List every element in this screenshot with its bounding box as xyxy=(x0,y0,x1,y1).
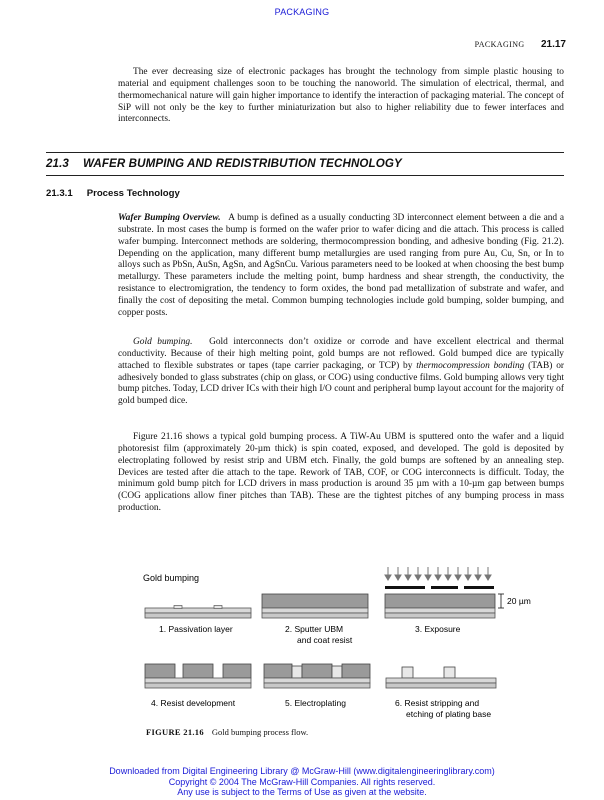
runin-heading: Wafer Bumping Overview. xyxy=(118,213,221,223)
gold-bumping-figure xyxy=(138,562,538,732)
passivation-layer xyxy=(145,678,251,683)
top-banner: PACKAGING xyxy=(274,7,330,17)
panel-passivation-layer xyxy=(145,606,251,619)
resist-block xyxy=(342,664,370,678)
gold-bump xyxy=(332,666,342,678)
paragraph-figure-description: Figure 21.16 shows a typical gold bumping process. A TiW-Au UBM is sputtered onto the wafer and a liquid photoresist film (approximately 20-µm thick) is spin coated, exposed, and developed. The gold is deposited by electroplating followed by resist strip and UBM etch. Finally, the gold bumps are softened by an annealing step. Devices are tested after die attach to the tape. Rework of TAB, COF, or COG interconnects is difficult. Today, the minimum gold bump pitch for LCD drivers in mass production is around 35 µm with a 10-µm gap between bumps (COG applications allow finer pitches than TAB). These are the tightest pitches of any bumping process in mass production. xyxy=(118,432,564,514)
footer-line-3: Any use is subject to the Terms of Use as given at the website. xyxy=(177,787,427,797)
paragraph-text: Gold interconnects don’t oxidize or corrode and have excellent electrical and thermal conductivity. Because of their high melting point, gold bumps are not reflowed. Gold bumped dice are typically attached to flexible substrates or tapes (tape carrier packaging, or TCP) by xyxy=(118,337,564,371)
paragraph-wafer-bumping-overview xyxy=(118,213,564,320)
resist-block xyxy=(264,664,292,678)
italic-term: thermocompression bonding xyxy=(416,360,525,371)
panel-exposure xyxy=(385,567,491,580)
wafer-substrate xyxy=(385,613,495,618)
photomask-segment xyxy=(431,586,458,589)
gold-bump xyxy=(402,667,413,678)
footer-line-2: Copyright © 2004 The McGraw-Hill Companies. All rights reserved. xyxy=(168,776,436,787)
intro-paragraph: The ever decreasing size of electronic packages has brought the technology from simple plastic housing to material and equipment challenges soon to be touching the nanoworld. The simulation of electrical, thermal, and thermomechanical nature will gain higher importance to identify the interaction of packaging material. The concept of SiP will not only be the key to further miniaturization but also to higher reliability due to fewer interfaces and interconnects. xyxy=(118,67,564,125)
step-2-label-line-2: and coat resist xyxy=(297,635,353,645)
bond-pad xyxy=(214,606,222,609)
section-title: WAFER BUMPING AND REDISTRIBUTION TECHNOLOGY xyxy=(82,157,402,170)
passivation-layer xyxy=(264,678,370,683)
uv-light-arrows xyxy=(385,567,491,580)
resist-block xyxy=(183,664,213,678)
panel-resist-stripping xyxy=(386,667,496,688)
page-number: 21.17 xyxy=(540,39,566,50)
step-6-label-line-2: etching of plating base xyxy=(406,709,492,719)
step-6-label: 6. Resist stripping and xyxy=(395,698,480,708)
step-1-label: 1. Passivation layer xyxy=(159,624,233,634)
gold-bump xyxy=(292,666,302,678)
wafer-substrate xyxy=(262,613,368,618)
resist-block xyxy=(223,664,251,678)
paragraph-text: (TAB) or adhesively bonded to glass substrates (chip on glass, or COG) using conductive films. Gold bumping allows very tight bump pitches. Today, LCD driver ICs with their high I/O count and peripheral bump layout account for the majority of gold bumped dice. xyxy=(118,360,565,407)
running-title: PACKAGING xyxy=(474,40,525,49)
photoresist-layer xyxy=(385,594,495,608)
section-top-rule xyxy=(46,152,564,153)
figure-caption-text: Gold bumping process flow. xyxy=(211,727,309,737)
dimension-label: 20 µm xyxy=(507,596,531,606)
footer-line-1[interactable]: Downloaded from Digital Engineering Library @ McGraw-Hill (www.digitalengineeringlibrary.com) xyxy=(109,766,495,776)
step-5-label: 5. Electroplating xyxy=(285,698,346,708)
subsection-heading xyxy=(46,188,180,199)
photomask-segment xyxy=(464,586,494,589)
paragraph-gold-bumping xyxy=(118,337,564,408)
panel-sputter-ubm xyxy=(262,594,368,618)
panel-electroplating xyxy=(264,664,370,688)
passivation-layer xyxy=(385,608,495,613)
panel-resist-development xyxy=(145,664,251,688)
section-heading xyxy=(46,157,402,170)
figure-caption xyxy=(146,727,308,737)
resist-block xyxy=(145,664,175,678)
thickness-dimension xyxy=(498,594,504,608)
runin-heading: Gold bumping. xyxy=(133,337,193,347)
figure-caption-label: FIGURE 21.16 xyxy=(146,727,204,737)
photomask-segment xyxy=(385,586,425,589)
figure-title: Gold bumping xyxy=(143,573,200,583)
subsection-number: 21.3.1 xyxy=(46,188,73,199)
wafer-substrate xyxy=(386,683,496,688)
step-3-label: 3. Exposure xyxy=(415,624,461,634)
passivation-layer xyxy=(145,608,251,613)
step-2-label: 2. Sputter UBM xyxy=(285,624,344,634)
section-bottom-rule xyxy=(46,175,564,176)
wafer-substrate xyxy=(264,683,370,688)
subsection-title: Process Technology xyxy=(86,188,180,199)
passivation-layer xyxy=(262,608,368,613)
download-footer xyxy=(0,766,604,798)
photoresist-layer xyxy=(262,594,368,608)
wafer-substrate xyxy=(145,613,251,618)
paragraph-text: A bump is defined as a usually conducting 3D interconnect element between a die and a substrate. In most cases the bump is formed on the wafer prior to wafer dicing and die attach. This process is called wafer bumping. Interconnect methods are soldering, thermocompression bonding, and adhesive bonding (Fig. 21.2). Depending on the application, many different bump metallurgies are used ranging from pure Au, Cu, Sn, or In to alloys such as PbSn, AuSn, AgSn, and AgSnCu. Various parameters need to be looked at when choosing the best bump metallurgy. These parameters include the melting point, bump hardness and shear strength, the conductivity, the resistance to electromigration, the tendency to form oxides, the bond pad metallization of substrate and wafer, and finally the cost of depositing the metal. Common bumping technologies include gold bumping, solder bumping, and copper posts. xyxy=(118,213,564,318)
resist-block xyxy=(302,664,332,678)
bond-pad xyxy=(174,606,182,609)
wafer-substrate xyxy=(145,683,251,688)
section-number: 21.3 xyxy=(46,157,69,170)
gold-bump xyxy=(444,667,455,678)
passivation-layer xyxy=(386,678,496,683)
step-4-label: 4. Resist development xyxy=(151,698,236,708)
running-head xyxy=(475,39,566,50)
